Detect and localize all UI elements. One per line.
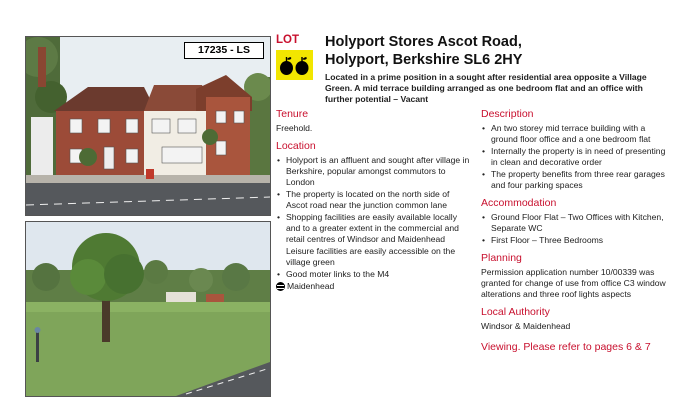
- station-row: [276, 281, 472, 292]
- title-line-2: Holyport, Berkshire SL6 2HY: [325, 52, 523, 68]
- tenure-section: [276, 108, 472, 134]
- right-column: [481, 108, 671, 353]
- viewing-note: Viewing. Please refer to pages 6 & 7: [481, 341, 651, 353]
- description-heading: Description: [481, 108, 534, 120]
- accommodation-heading: Accommodation: [481, 197, 557, 209]
- property-photo: [25, 36, 271, 216]
- list-item: • The property benefits from three rear garages and four parking spaces: [491, 169, 671, 191]
- list-item: • Shopping facilities are easily available locally and to a greater extent in the commercial and retail centres of Windsor and Maidenhead: [286, 212, 472, 245]
- planning-heading: Planning: [481, 252, 522, 264]
- location-section: [276, 140, 472, 292]
- planning-text: Permission application number 10/00339 was granted for change of use from office C3 window alterations and three roof lights aspects: [481, 267, 666, 299]
- list-item: • Holyport is an affluent and sought after village in Berkshire, popular amongst commutors to London: [286, 155, 472, 188]
- tenure-heading: Tenure: [276, 108, 309, 120]
- left-column: [276, 108, 472, 298]
- property-intro: Located in a prime position in a sought after residential area opposite a Village Green. A mid terrace building arranged as one bedroom flat and an office with further potential – Vacant: [325, 72, 647, 104]
- lot-label: LOT: [276, 34, 299, 46]
- location-list-2: [276, 269, 472, 280]
- list-item: • The property is located on the north side of Ascot road near the junction common lane: [286, 189, 472, 211]
- property-title: [325, 33, 665, 69]
- list-item: • First Floor – Three Bedrooms: [491, 235, 671, 246]
- list-item: • Ground Floor Flat – Two Offices with Kitchen, Separate WC: [491, 212, 671, 234]
- local-authority-section: [481, 306, 671, 332]
- planning-section: [481, 252, 671, 300]
- reference-number: 17235 - LS: [184, 42, 264, 59]
- list-item: • Good moter links to the M4: [286, 269, 472, 280]
- rail-station-icon: [276, 282, 285, 291]
- location-list: [276, 155, 472, 245]
- village-green-photo: [25, 221, 271, 397]
- double-apple-icon: [276, 50, 313, 80]
- title-line-1: Holyport Stores Ascot Road,: [325, 34, 522, 50]
- list-item: • Internally the property is in need of presenting in clean and decorative order: [491, 146, 671, 168]
- tenure-text: Freehold.: [276, 123, 313, 133]
- list-item: • An two storey mid terrace building with a ground floor office and a one bedroom flat: [491, 123, 671, 145]
- station-name: Maidenhead: [287, 281, 335, 291]
- description-list: [481, 123, 671, 191]
- location-extra: Leisure facilities are easily accessible on the village green: [286, 246, 456, 267]
- accommodation-list: [481, 212, 671, 246]
- local-authority-text: Windsor & Maidenhead: [481, 321, 571, 331]
- accommodation-section: [481, 197, 671, 246]
- location-heading: Location: [276, 140, 316, 152]
- description-section: [481, 108, 671, 191]
- local-authority-heading: Local Authority: [481, 306, 550, 318]
